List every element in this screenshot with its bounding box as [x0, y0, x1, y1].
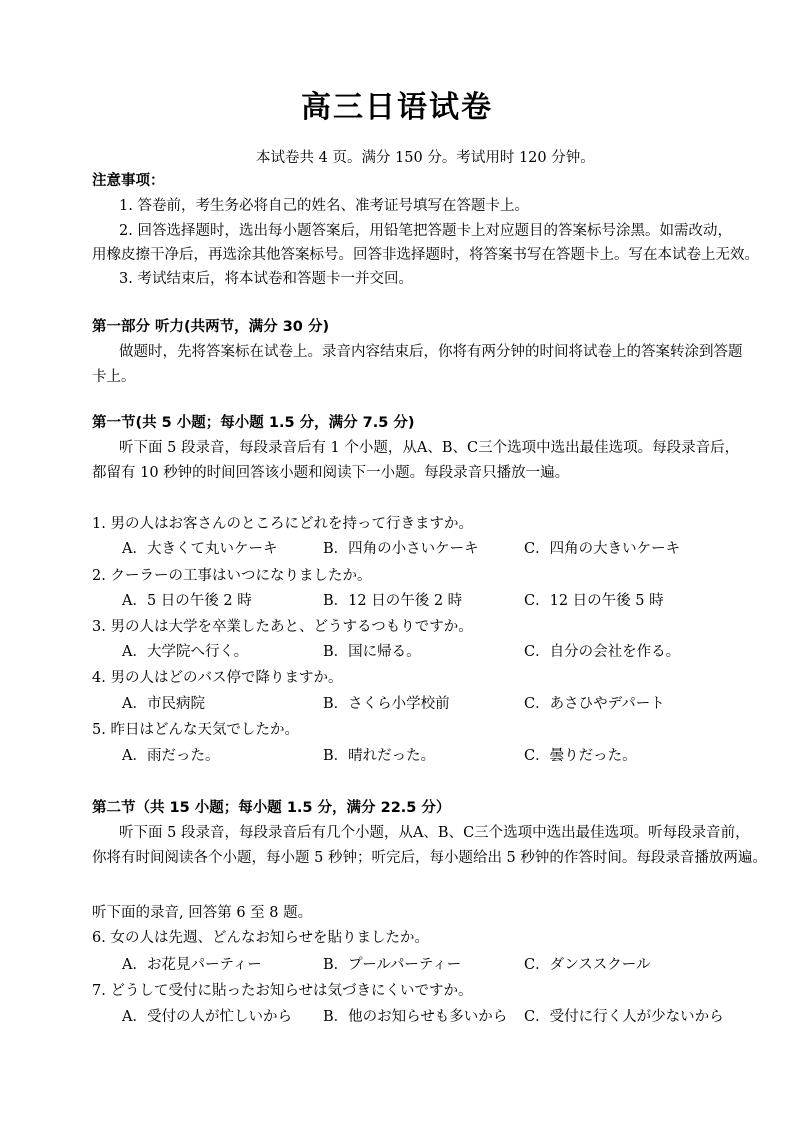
option-b: B．12 日の午後 2 時 [323, 593, 463, 609]
option-a: A．5 日の午後 2 時 [122, 593, 252, 609]
notes-heading: 注意事项： [92, 173, 165, 189]
page-title: 高三日语试卷 [301, 90, 493, 125]
option-c: C．ダンススクール [524, 957, 651, 973]
option-a: A．受付の人が忙しいから [122, 1009, 292, 1025]
section2-heading: 第二节（共 15 小题；每小题 1.5 分，满分 22.5 分） [92, 800, 451, 816]
section1-instructions: 都留有 10 秒钟的时间回答该小题和阅读下一小题。每段录音只播放一遍。 [92, 465, 570, 481]
option-b: B．プールパーティー [323, 957, 462, 973]
note-item: 3. 考试结束后，将本试卷和答题卡一并交回。 [119, 271, 413, 287]
option-c: C．受付に行く人が少ないから [524, 1009, 724, 1025]
option-a: A．大学院へ行く。 [122, 644, 249, 660]
question-7: 7. どうして受付に貼ったお知らせは気づきにくいですか。 [92, 983, 473, 999]
exam-info: 本试卷共 4 页。满分 150 分。考试用时 120 分钟。 [256, 150, 595, 166]
option-a: A．雨だった。 [122, 748, 220, 764]
note-item: 用橡皮擦干净后，再选涂其他答案标号。回答非选择题时，将答案书写在答题卡上。写在本试卷上无效。 [92, 247, 759, 263]
note-item: 2. 回答选择题时，选出每小题答案后，用铅笔把答题卡上对应题目的答案标号涂黑。如需改动， [119, 223, 732, 239]
question-3: 3. 男の人は大学を卒業したあと、どうするつもりですか。 [92, 619, 473, 635]
option-c: C．あさひやデパート [524, 696, 665, 712]
part1-instructions: 卡上。 [92, 369, 136, 385]
option-b: B．四角の小さいケーキ [323, 541, 479, 557]
option-b: B．さくら小学校前 [323, 696, 450, 712]
option-b: B．他のお知らせも多いから [323, 1009, 508, 1025]
section1-heading: 第一节(共 5 小题；每小题 1.5 分，满分 7.5 分) [92, 415, 415, 431]
question-5: 5. 昨日はどんな天気でしたか。 [92, 722, 299, 738]
option-c: C．自分の会社を作る。 [524, 644, 681, 660]
option-c: C．曇りだった。 [524, 748, 637, 764]
option-b: B．晴れだった。 [323, 748, 436, 764]
part1-heading: 第一部分 听力(共两节，满分 30 分) [92, 319, 330, 335]
section2-instructions: 听下面 5 段录音，每段录音后有几个小题，从A、B、C三个选项中选出最佳选项。听每段录音前， [119, 825, 750, 841]
option-a: A．大きくて丸いケーキ [122, 541, 278, 557]
section2-instructions: 你将有时间阅读各个小题，每小题 5 秒钟；听完后，每小题给出 5 秒钟的作答时间。每段录音播放两遍。 [92, 850, 767, 866]
option-a: A．お花見パーティー [122, 957, 262, 973]
option-b: B．国に帰る。 [323, 644, 421, 660]
option-a: A．市民病院 [122, 696, 205, 712]
section1-instructions: 听下面 5 段录音，每段录音后有 1 个小题，从A、B、C三个选项中选出最佳选项。每段录音后， [119, 440, 740, 456]
option-c: C．四角の大きいケーキ [524, 541, 681, 557]
part1-instructions: 做题时，先将答案标在试卷上。录音内容结束后，你将有两分钟的时间将试卷上的答案转涂到答题 [119, 344, 743, 360]
question-4: 4. 男の人はどのバス停で降りますか。 [92, 670, 343, 686]
option-c: C．12 日の午後 5 時 [524, 593, 664, 609]
note-item: 1. 答卷前，考生务必将自己的姓名、准考证号填写在答题卡上。 [119, 198, 529, 214]
question-6: 6. 女の人は先週、どんなお知らせを貼りましたか。 [92, 930, 430, 946]
group-intro: 听下面的录音, 回答第 6 至 8 题。 [92, 905, 313, 921]
question-1: 1. 男の人はお客さんのところにどれを持って行きますか。 [92, 516, 473, 532]
question-2: 2. クーラーの工事はいつになりましたか。 [92, 568, 372, 584]
